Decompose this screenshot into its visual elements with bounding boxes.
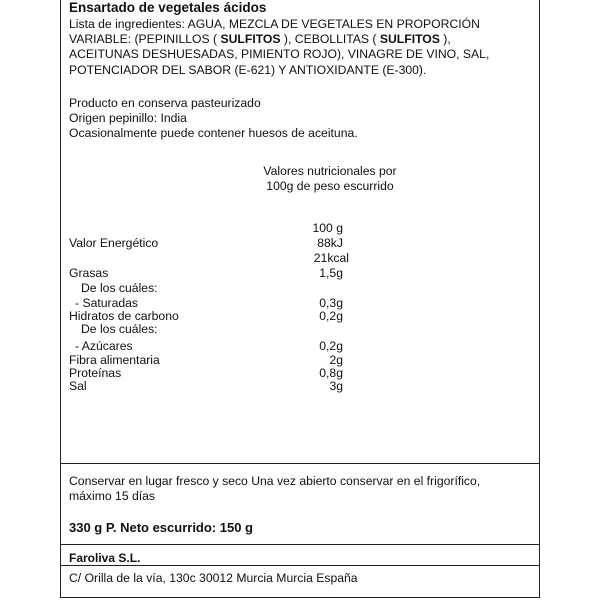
info-pasteurized: Producto en conserva pasteurizado [69, 96, 261, 110]
nutrient-label: - Saturadas [75, 296, 139, 310]
divider [61, 544, 539, 545]
nutrition-header-line2: 100g de peso escurrido [266, 179, 394, 193]
divider [61, 565, 539, 566]
product-title: Ensartado de vegetales ácidos [69, 0, 267, 15]
nutrient-value: 2g [329, 353, 343, 367]
nutrient-label: - Azúcares [75, 339, 133, 353]
net-weight: 330 g P. Neto escurrido: 150 g [69, 520, 253, 535]
allergen-sulfites: SULFITOS [379, 32, 440, 47]
nutrient-label: Valor Energético [69, 236, 159, 250]
nutrient-value: 3g [329, 379, 343, 393]
ingredients-line: VARIABLE: (PEPINILLOS ( SULFITOS ), CEBOLLITAS ( SULFITOS ), [69, 32, 451, 47]
product-label [60, 0, 540, 598]
ingredients-line: ACEITUNAS DESHUESADAS, PIMIENTO ROJO), VINAGRE DE VINO, SAL, [69, 47, 490, 62]
nutrient-label: Sal [69, 379, 87, 393]
nutrient-value: 1,5g [319, 266, 343, 280]
ingredients-list [69, 17, 539, 78]
divider [61, 463, 539, 464]
storage-instructions-max: máximo 15 días [69, 489, 156, 503]
nutrient-label: Grasas [69, 266, 109, 280]
nutrient-value: 0,8g [319, 366, 343, 380]
company-name: Faroliva S.L. [69, 551, 141, 565]
nutrient-label: De los cuáles: [81, 281, 158, 295]
nutrient-value: 88kJ [317, 236, 343, 250]
nutrient-label: De los cuáles: [81, 322, 158, 336]
allergen-sulfites: SULFITOS [220, 32, 281, 47]
nutrient-value: 21kcal [313, 251, 349, 265]
ingredients-line: POTENCIADOR DEL SABOR (E-621) Y ANTIOXIDANTE (E-300). [69, 62, 427, 77]
storage-instructions: Conservar en lugar fresco y seco Una vez abierto conservar en el frigorífico, [69, 474, 481, 488]
nutrient-label: Proteínas [69, 366, 122, 380]
info-origin: Origen pepinillo: India [69, 111, 187, 125]
company-address: C/ Orilla de la vía, 130c 30012 Murcia Murcia España [69, 571, 358, 585]
nutrient-value: 0,2g [319, 309, 343, 323]
nutrition-header-line1: Valores nutricionales por [263, 164, 397, 178]
ingredients-line: Lista de ingredientes: AGUA, MEZCLA DE VEGETALES EN PROPORCIÓN [69, 17, 480, 31]
nutrient-value: 0,3g [319, 296, 343, 310]
nutrition-column-header: 100 g [312, 221, 343, 235]
info-pits-warning: Ocasionalmente puede contener huesos de aceituna. [69, 126, 358, 140]
nutrient-label: Hidratos de carbono [69, 309, 179, 323]
nutrient-value: 0,2g [319, 339, 343, 353]
nutrient-label: Fibra alimentaria [69, 353, 160, 367]
